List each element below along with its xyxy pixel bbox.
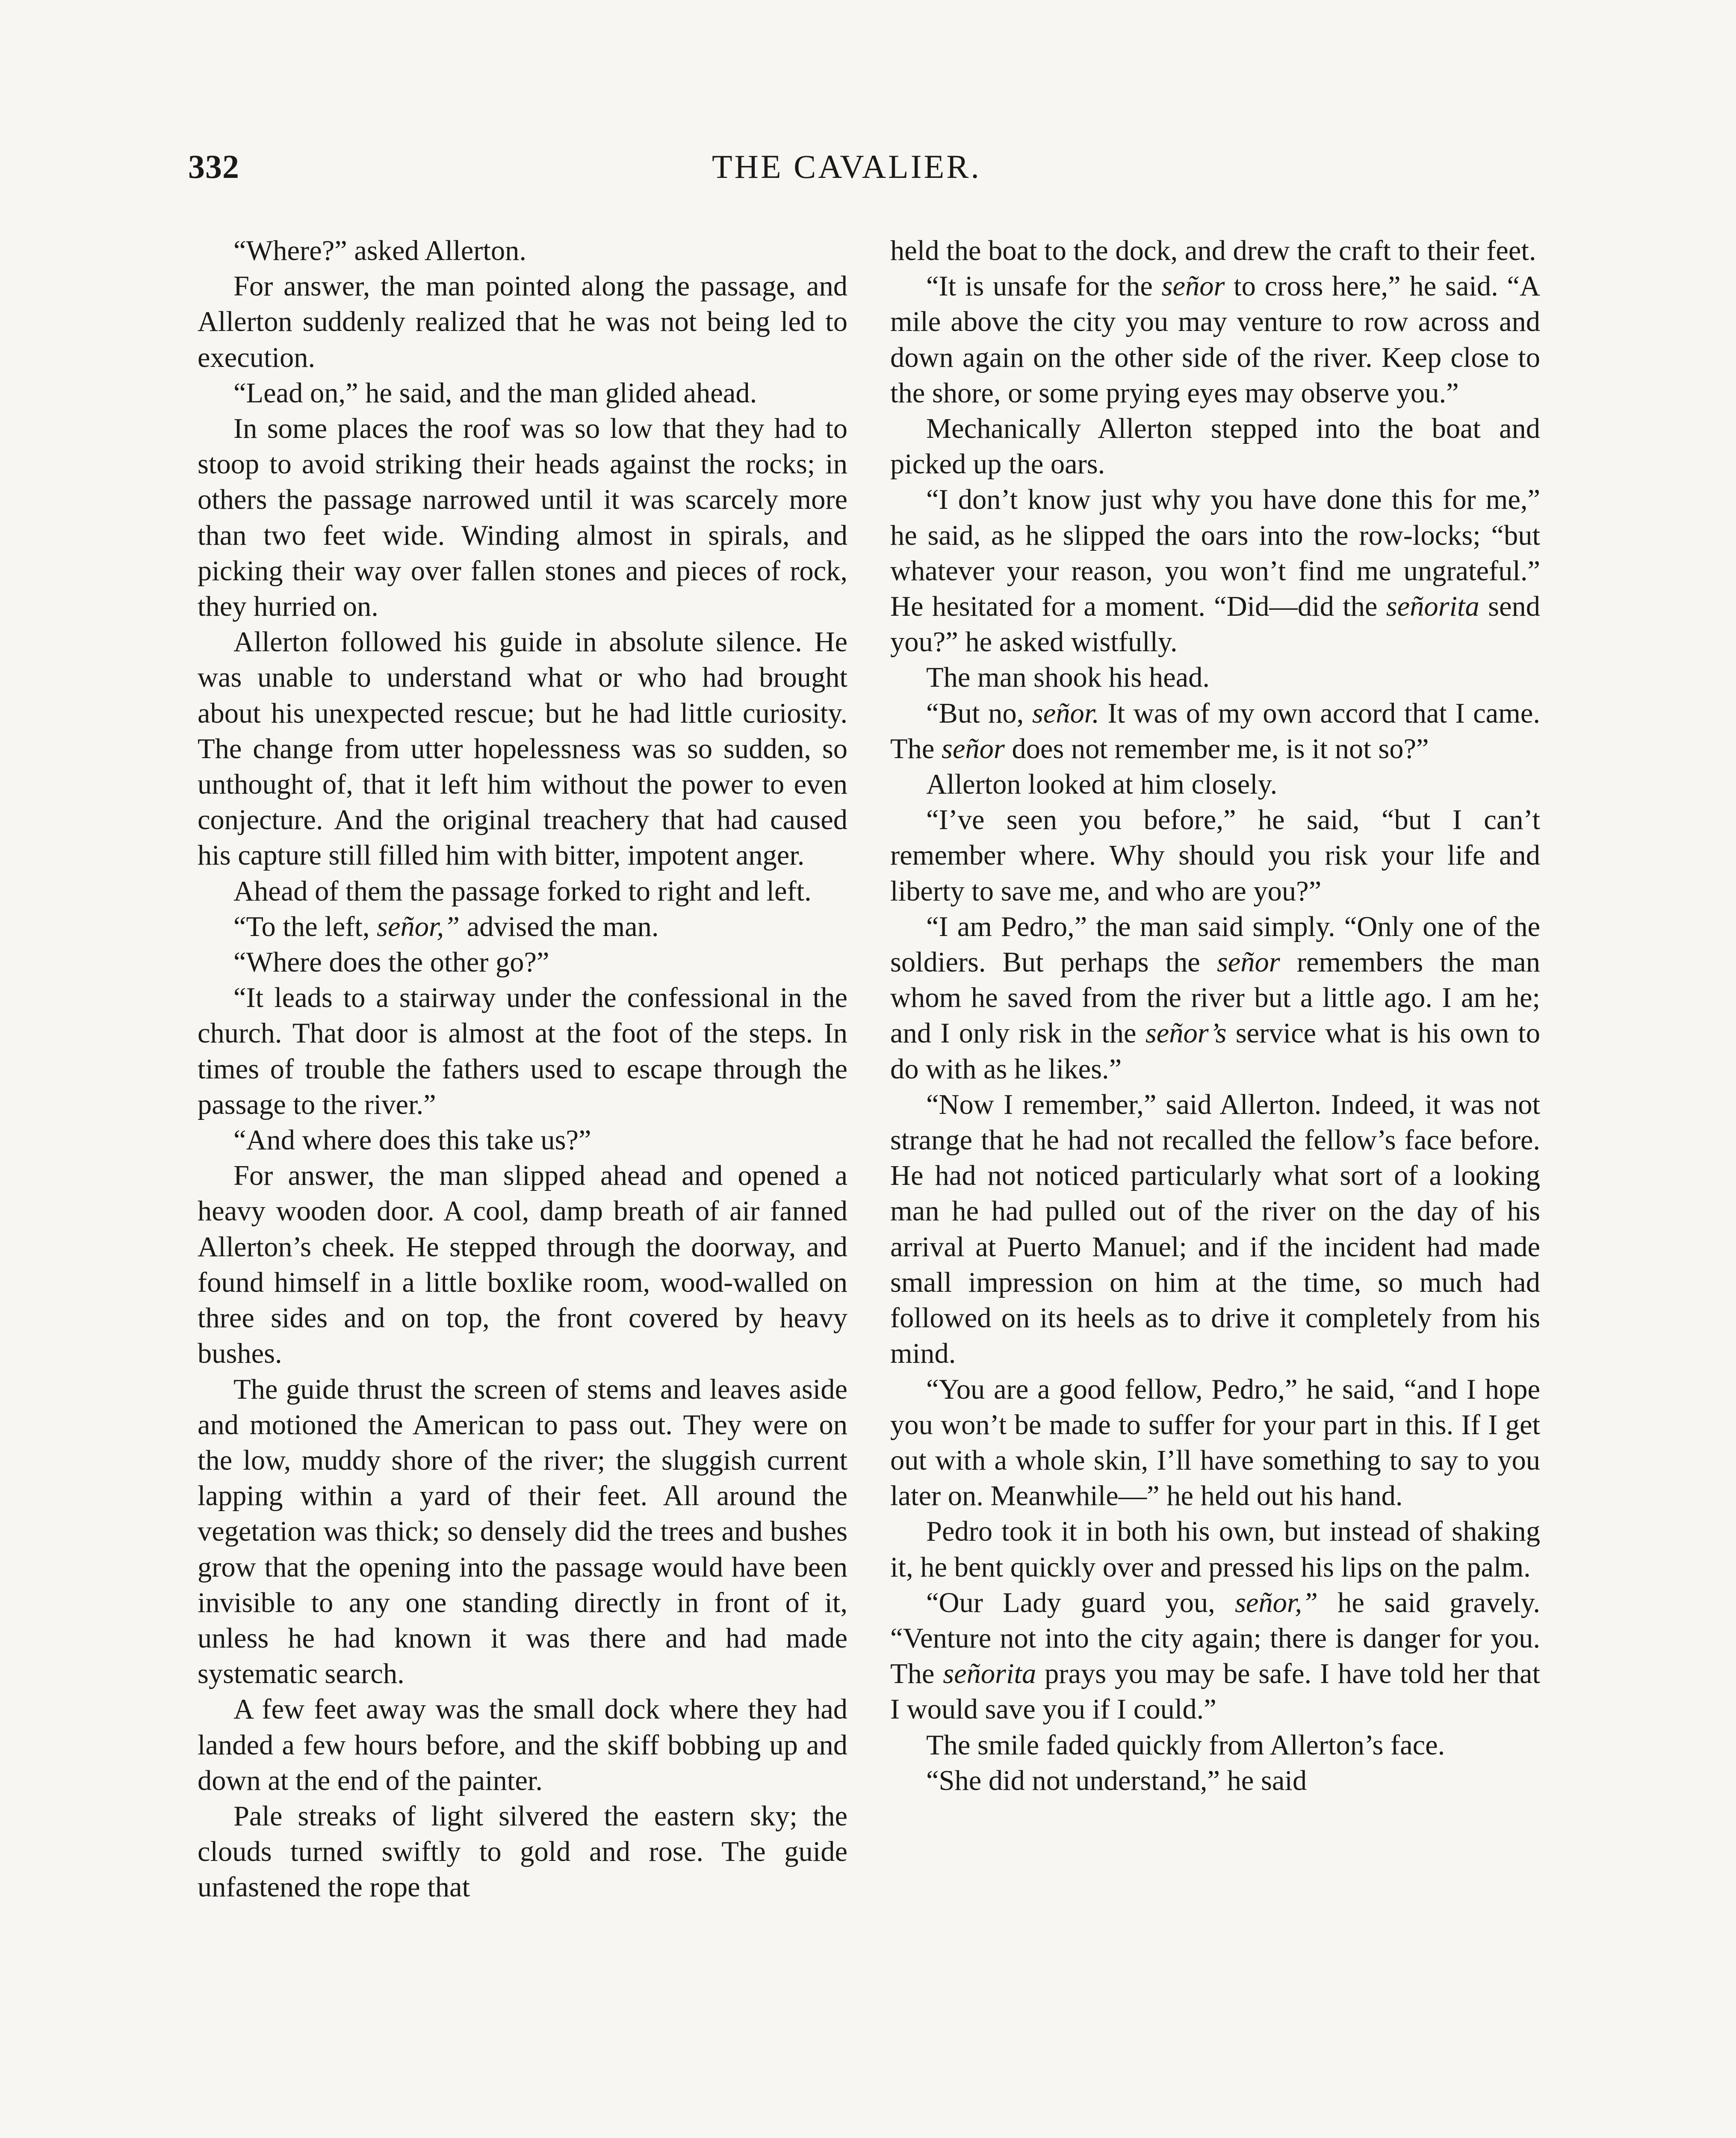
text-run: Allerton followed his guide in absolute silence. He was unable to understand what or who had brought about his unexpected rescue; but he had little curiosity. The change from utter hopelessness was so sudden, so unthought of, that it left him without the power to even conjecture. And the original treachery that had caused his capture still filled him with bitter, impotent anger.	[198, 626, 847, 871]
paragraph	[198, 269, 847, 375]
italic-text: señor	[1161, 271, 1225, 302]
text-run: he said gravely. “Venture not into the city again; there is danger for you. The	[890, 1587, 1540, 1690]
paragraph	[890, 411, 1540, 482]
italic-text: señor	[1216, 947, 1280, 978]
text-run: The guide thrust the screen of stems and leaves aside and motioned the American to pass out. They were on the low, muddy shore of the river; the sluggish current lapping within a yard of their feet. All around the vegetation was thick; so densely did the trees and bushes grow that the opening into the passage would have been invisible to any one standing directly in front of it, unless he had known it was there and had made systematic search.	[198, 1373, 847, 1690]
italic-text: señor.	[1032, 697, 1099, 729]
text-run: advised the man.	[460, 911, 659, 942]
text-run: Mechanically Allerton stepped into the boat and picked up the oars.	[890, 413, 1540, 480]
text-run: to cross here,” he said. “A mile above the city you may venture to row across and down again on the other side of the river. Keep close to the shore, or some prying eyes may observe you.”	[890, 271, 1540, 409]
paragraph	[198, 1158, 847, 1371]
text-run: “I don’t know just why you have done this for me,” he said, as he slipped the oars into the row-locks; “but whatever your reason, you won’t find me ungrateful.” He hesitated for a moment. “Did—did the	[890, 484, 1540, 623]
text-run: prays you may be safe. I have told her that I would save you if I could.”	[890, 1658, 1540, 1725]
text-run: “You are a good fellow, Pedro,” he said, “and I hope you won’t be made to suffer for your part in this. If I get out with a whole skin, I’ll have something to say to you later on. Meanwhile—” he held out his hand.	[890, 1373, 1540, 1512]
paragraph	[198, 375, 847, 411]
text-run: For answer, the man slipped ahead and opened a heavy wooden door. A cool, damp breath of air fanned Allerton’s cheek. He stepped through the doorway, and found himself in a little boxlike room, wood-walled on three sides and on top, the front covered by heavy bushes.	[198, 1160, 847, 1370]
text-run: A few feet away was the small dock where they had landed a few hours before, and the skiff bobbing up and down at the end of the painter.	[198, 1694, 847, 1796]
text-run: send you?” he asked wistfully.	[890, 591, 1540, 658]
paragraph	[890, 767, 1540, 802]
italic-text: señorita	[943, 1658, 1036, 1690]
running-title: THE CAVALIER.	[712, 148, 981, 185]
paragraph	[890, 660, 1540, 695]
paragraph	[198, 624, 847, 873]
text-run: “She did not understand,” he said	[926, 1765, 1307, 1796]
text-run: “It leads to a stairway under the confessional in the church. That door is almost at the foot of the steps. In times of trouble the fathers used to escape through the passage to the river.”	[198, 982, 847, 1120]
paragraph	[198, 945, 847, 980]
page-number: 332	[188, 148, 239, 185]
text-run: does not remember me, is it not so?”	[1004, 733, 1429, 765]
text-run: service what is his own to do with as he likes.”	[890, 1018, 1540, 1085]
text-run: The man shook his head.	[926, 662, 1210, 694]
paragraph	[890, 696, 1540, 767]
text-run: “It is unsafe for the	[926, 271, 1162, 302]
right-text-column	[890, 233, 1540, 1798]
italic-text: señorita	[1386, 591, 1479, 623]
paragraph	[198, 1122, 847, 1158]
page-header	[0, 148, 1736, 195]
paragraph	[198, 980, 847, 1122]
italic-text: señor,”	[1234, 1587, 1318, 1618]
paragraph	[198, 233, 847, 269]
paragraph	[890, 909, 1540, 1087]
text-run: For answer, the man pointed along the passage, and Allerton suddenly realized that he was not being led to execution.	[198, 271, 847, 373]
text-run: Pale streaks of light silvered the eastern sky; the clouds turned swiftly to gold and rose. The guide unfastened the rope that	[198, 1800, 847, 1903]
text-run: held the boat to the dock, and drew the craft to their feet.	[890, 235, 1536, 266]
paragraph	[890, 233, 1540, 269]
text-run: “And where does this take us?”	[233, 1125, 591, 1156]
left-text-column	[198, 233, 847, 1905]
paragraph	[890, 1763, 1540, 1798]
paragraph	[890, 1087, 1540, 1372]
paragraph	[890, 802, 1540, 909]
italic-text: señor’s	[1145, 1018, 1227, 1049]
paragraph	[890, 1728, 1540, 1763]
text-run: “Now I remember,” said Allerton. Indeed, it was not strange that he had not recalled the fellow’s face before. He had not noticed particularly what sort of a looking man he had pulled out of the river on the day of his arrival at Puerto Manuel; and if the incident had made small impression on him at the time, so much had followed on its heels as to drive it completely from his mind.	[890, 1089, 1540, 1370]
paragraph	[198, 1798, 847, 1905]
text-run: The smile faded quickly from Allerton’s face.	[926, 1729, 1445, 1761]
paragraph	[198, 874, 847, 909]
text-run: “Our Lady guard you,	[926, 1587, 1235, 1618]
text-run: Pedro took it in both his own, but instead of shaking it, he bent quickly over and pressed his lips on the palm.	[890, 1516, 1540, 1583]
text-run: “To the left,	[233, 911, 377, 942]
text-run: Allerton looked at him closely.	[926, 769, 1278, 800]
paragraph	[198, 1372, 847, 1692]
paragraph	[198, 1692, 847, 1798]
text-run: “I am Pedro,” the man said simply. “Only one of the soldiers. But perhaps the	[890, 911, 1540, 978]
text-run: “Lead on,” he said, and the man glided ahead.	[233, 377, 757, 409]
paragraph	[890, 269, 1540, 411]
text-run: Ahead of them the passage forked to right and left.	[233, 875, 812, 907]
paragraph	[890, 1372, 1540, 1514]
text-run: It was of my own accord that I came. The	[890, 697, 1541, 765]
paragraph	[198, 411, 847, 624]
italic-text: señor,”	[377, 911, 460, 942]
text-run: “But no,	[926, 697, 1032, 729]
paragraph	[890, 482, 1540, 660]
italic-text: señor	[942, 733, 1005, 765]
text-run: In some places the roof was so low that they had to stoop to avoid striking their heads against the rocks; in others the passage narrowed until it was scarcely more than two feet wide. Winding almost in spirals, and picking their way over fallen stones and pieces of rock, they hurried on.	[198, 413, 847, 623]
text-run: “Where?” asked Allerton.	[233, 235, 526, 266]
paragraph	[198, 909, 847, 945]
paragraph	[890, 1514, 1540, 1585]
paragraph	[890, 1585, 1540, 1728]
text-run: remembers the man whom he saved from the river but a little ago. I am he; and I only risk in the	[890, 947, 1540, 1049]
text-run: “Where does the other go?”	[233, 947, 549, 978]
text-run: “I’ve seen you before,” he said, “but I can’t remember where. Why should you risk your life and liberty to save me, and who are you?”	[890, 804, 1540, 907]
